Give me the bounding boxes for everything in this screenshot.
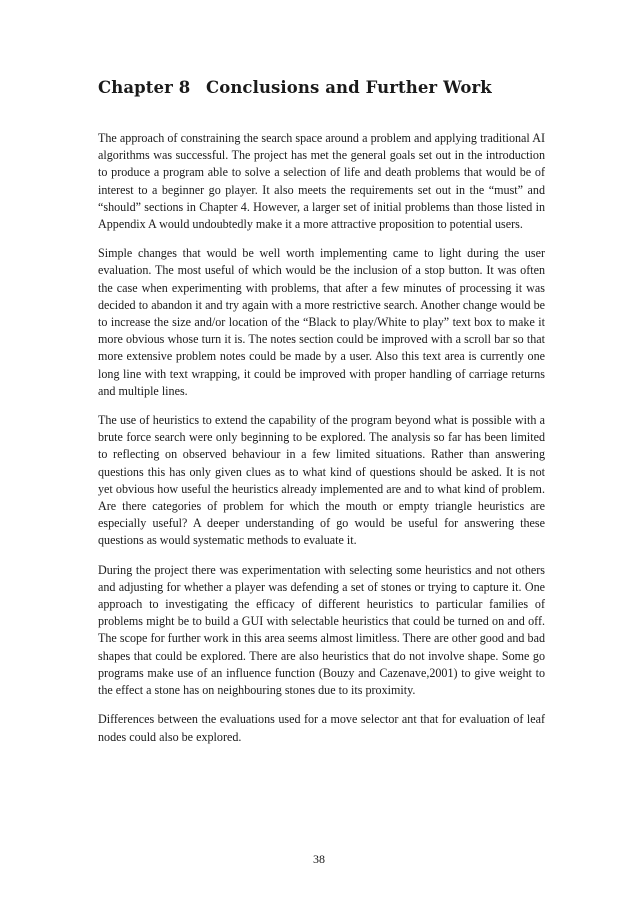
chapter-title: Conclusions and Further Work	[206, 78, 492, 97]
paragraph-1: The approach of constraining the search space around a problem and applying traditional AI algorithms was successful. The project has met the general goals set out in the introduction to produce a program able to solve a selection of life and death problems that would be of interest to a beginner go player. It also meets the requirements set out in the “must” and “should” sections in Chapter 4. However, a larger set of initial problems than those listed in Appendix A would undoubtedly make it a more attractive proposition to potential users.	[98, 131, 545, 232]
page-number: 38	[313, 852, 325, 866]
chapter-heading	[98, 78, 492, 97]
body-text	[98, 130, 545, 758]
chapter-number: Chapter 8	[98, 78, 191, 97]
paragraph-4: During the project there was experimentation with selecting some heuristics and not others and adjusting for whether a player was defending a set of stones or trying to capture it. One approach to investigating the efficacy of different heuristics to particular families of problems might be to build a GUI with selectable heuristics that could be turned on and off. The scope for further work in this area seems almost limitless. There are other good and bad shapes that could be explored. There are also heuristics that do not involve shape. Some go programs make use of an influence function (Bouzy and Cazenave,2001) to give weight to the effect a stone has on neighbouring stones due to its proximity.	[98, 562, 545, 698]
paragraph-2: Simple changes that would be well worth implementing came to light during the user evaluation. The most useful of which would be the inclusion of a stop button. It was often the case when experimenting with problems, that after a few minutes of processing it was decided to abandon it and try again with a more restrictive search. Another change would be to increase the size and/or location of the “Black to play/White to play” text box to make it more obvious whose turn it is. The notes section could be improved with a scroll bar so that more extensive problem notes could be made by a user. Also this text area is currently one long line with text wrapping, it could be improved with proper handling of carriage returns and multiple lines.	[98, 246, 545, 398]
paragraph-5: Differences between the evaluations used for a move selector ant that for evaluation of leaf nodes could also be explored.	[98, 712, 545, 744]
paragraph-3: The use of heuristics to extend the capability of the program beyond what is possible with a brute force search were only beginning to be explored. The analysis so far has been limited to reflecting on observed behaviour in a few limited situations. Rather than answering questions this has only given clues as to what kind of questions should be asked. It is not yet obvious how useful the heuristics already implemented are and to what kind of problem. Are there categories of problem for which the mouth or empty triangle heuristics are especially useful? A deeper understanding of go would be useful for answering these questions as would systematic methods to evaluate it.	[98, 413, 545, 548]
